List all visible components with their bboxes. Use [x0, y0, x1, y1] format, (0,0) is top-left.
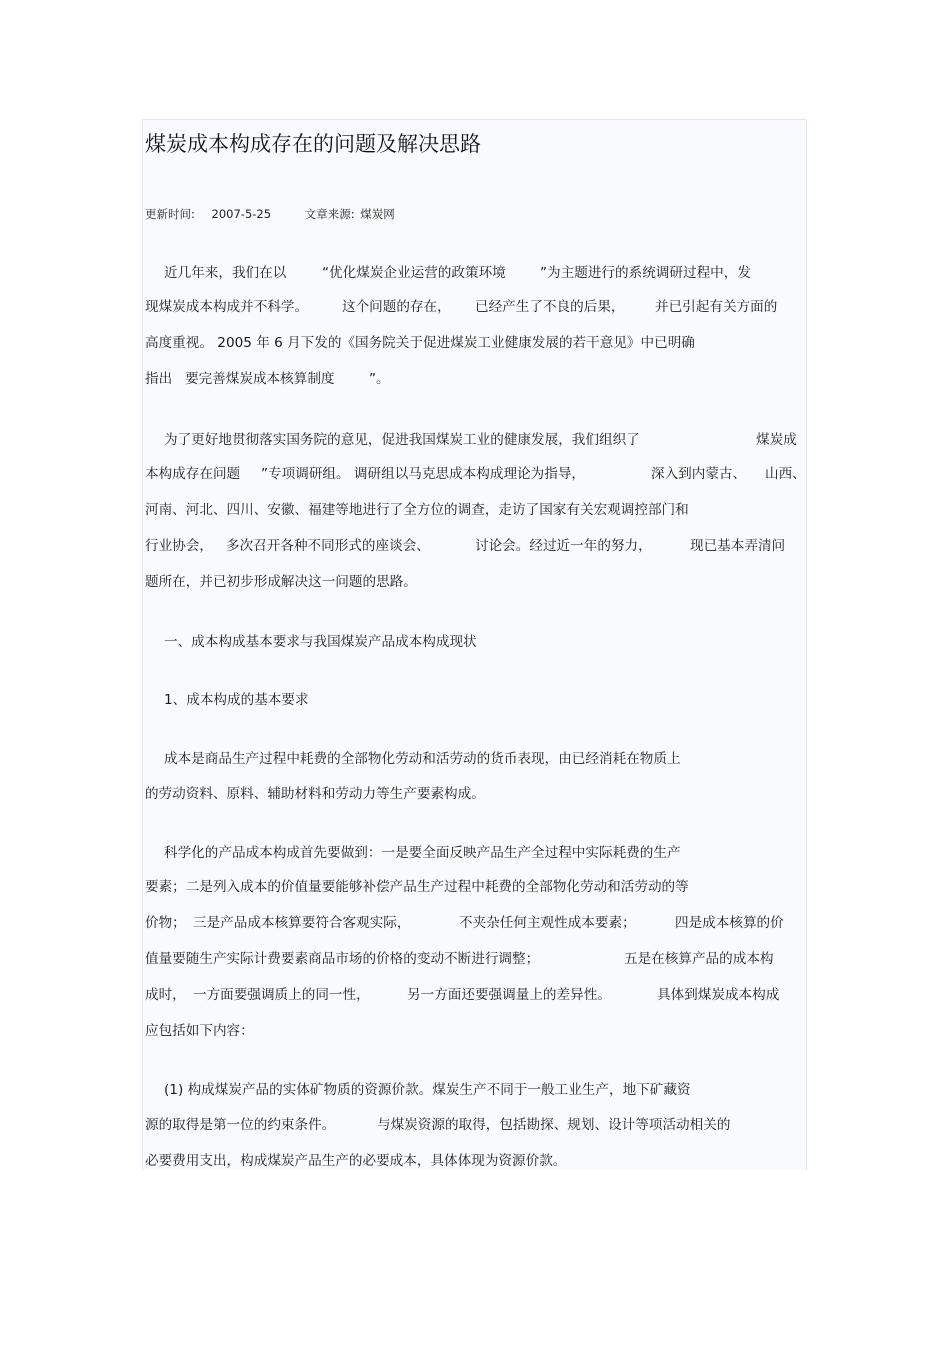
line-segment: 四是成本核算的价: [675, 915, 784, 931]
line-segment: 山西、: [765, 466, 806, 482]
line-segment: 本构成存在问题: [145, 466, 241, 482]
line-segment: 具体到煤炭成本构成: [657, 987, 780, 1003]
line-segment: “优化煤炭企业运营的政策环境: [322, 265, 506, 281]
line-segment: 深入到内蒙古、: [651, 466, 747, 482]
line-segment: 三是产品成本核算要符合客观实际，: [193, 915, 411, 931]
line-segment: 高度重视。 2005 年 6 月下发的《国务院关于促进煤炭工业健康发展的若干意见》中已明确: [145, 335, 695, 351]
article-meta: [145, 206, 395, 222]
line-segment: 不夹杂任何主观性成本要素；: [459, 915, 636, 931]
line-segment: ”专项调研组。 调研组以马克思成本构成理论为指导，: [261, 466, 586, 482]
line-segment: 源的取得是第一位的约束条件。: [145, 1117, 336, 1133]
line-segment: 现已基本弄清问: [690, 538, 786, 554]
source-label: 文章来源:: [304, 207, 355, 221]
line-segment: 要素；二是列入成本的价值量要能够补偿产品生产过程中耗费的全部物化劳动和活劳动的等: [145, 879, 689, 895]
update-time-label: 更新时间:: [145, 207, 195, 221]
line-segment: 河南、河北、四川、安徽、福建等地进行了全方位的调查，走访了国家有关宏观调控部门和: [145, 502, 689, 518]
line-segment: 成本是商品生产过程中耗费的全部物化劳动和活劳动的货币表现，由已经消耗在物质上: [164, 751, 681, 767]
line-segment: 为了更好地贯彻落实国务院的意见，促进我国煤炭工业的健康发展，我们组织了: [164, 432, 640, 448]
line-segment: 近几年来，我们在以: [164, 265, 287, 281]
line-segment: (1) 构成煤炭产品的实体矿物质的资源价款。煤炭生产不同于一般工业生产，地下矿藏资: [164, 1082, 691, 1098]
line-segment: 值量要随生产实际计费要素商品市场的价格的变动不断进行调整；: [145, 951, 540, 967]
line-segment: 价物；: [145, 915, 186, 931]
article-title: 煤炭成本构成存在的问题及解决思路: [145, 132, 481, 156]
line-segment: 另一方面还要强调量上的差异性。: [407, 987, 611, 1003]
line-segment: 这个问题的存在，: [342, 299, 451, 315]
line-segment: 并已引起有关方面的: [655, 299, 778, 315]
line-segment: ”。: [369, 371, 390, 387]
line-segment: 讨论会。经过近一年的努力，: [475, 538, 652, 554]
line-segment: 要完善煤炭成本核算制度: [185, 371, 335, 387]
line-segment: 1、成本构成的基本要求: [164, 692, 309, 708]
line-segment: 已经产生了不良的后果，: [475, 299, 625, 315]
line-segment: 成时，: [145, 987, 186, 1003]
source-value: 煤炭网: [360, 207, 395, 221]
line-segment: 行业协会，: [145, 538, 213, 554]
line-segment: 科学化的产品成本构成首先要做到：一是要全面反映产品生产全过程中实际耗费的生产: [164, 845, 681, 861]
line-segment: 应包括如下内容：: [145, 1023, 254, 1039]
line-segment: ”为主题进行的系统调研过程中，发: [540, 265, 751, 281]
line-segment: 指出: [145, 371, 173, 387]
line-segment: 题所在，并已初步形成解决这一问题的思路。: [145, 574, 417, 590]
line-segment: 五是在核算产品的成本构: [624, 951, 774, 967]
update-time-value: 2007-5-25: [211, 207, 272, 221]
line-segment: 的劳动资料、原料、辅助材料和劳动力等生产要素构成。: [145, 786, 485, 802]
line-segment: 与煤炭资源的取得，包括勘探、规划、设计等项活动相关的: [377, 1117, 731, 1133]
line-segment: 一、成本构成基本要求与我国煤炭产品成本构成现状: [164, 634, 477, 650]
line-segment: 必要费用支出，构成煤炭产品生产的必要成本，具体体现为资源价款。: [145, 1153, 567, 1169]
line-segment: 现煤炭成本构成并不科学。: [145, 299, 309, 315]
line-segment: 一方面要强调质上的同一性，: [193, 987, 370, 1003]
line-segment: 多次召开各种不同形式的座谈会、: [226, 538, 430, 554]
line-segment: 煤炭成: [756, 432, 797, 448]
